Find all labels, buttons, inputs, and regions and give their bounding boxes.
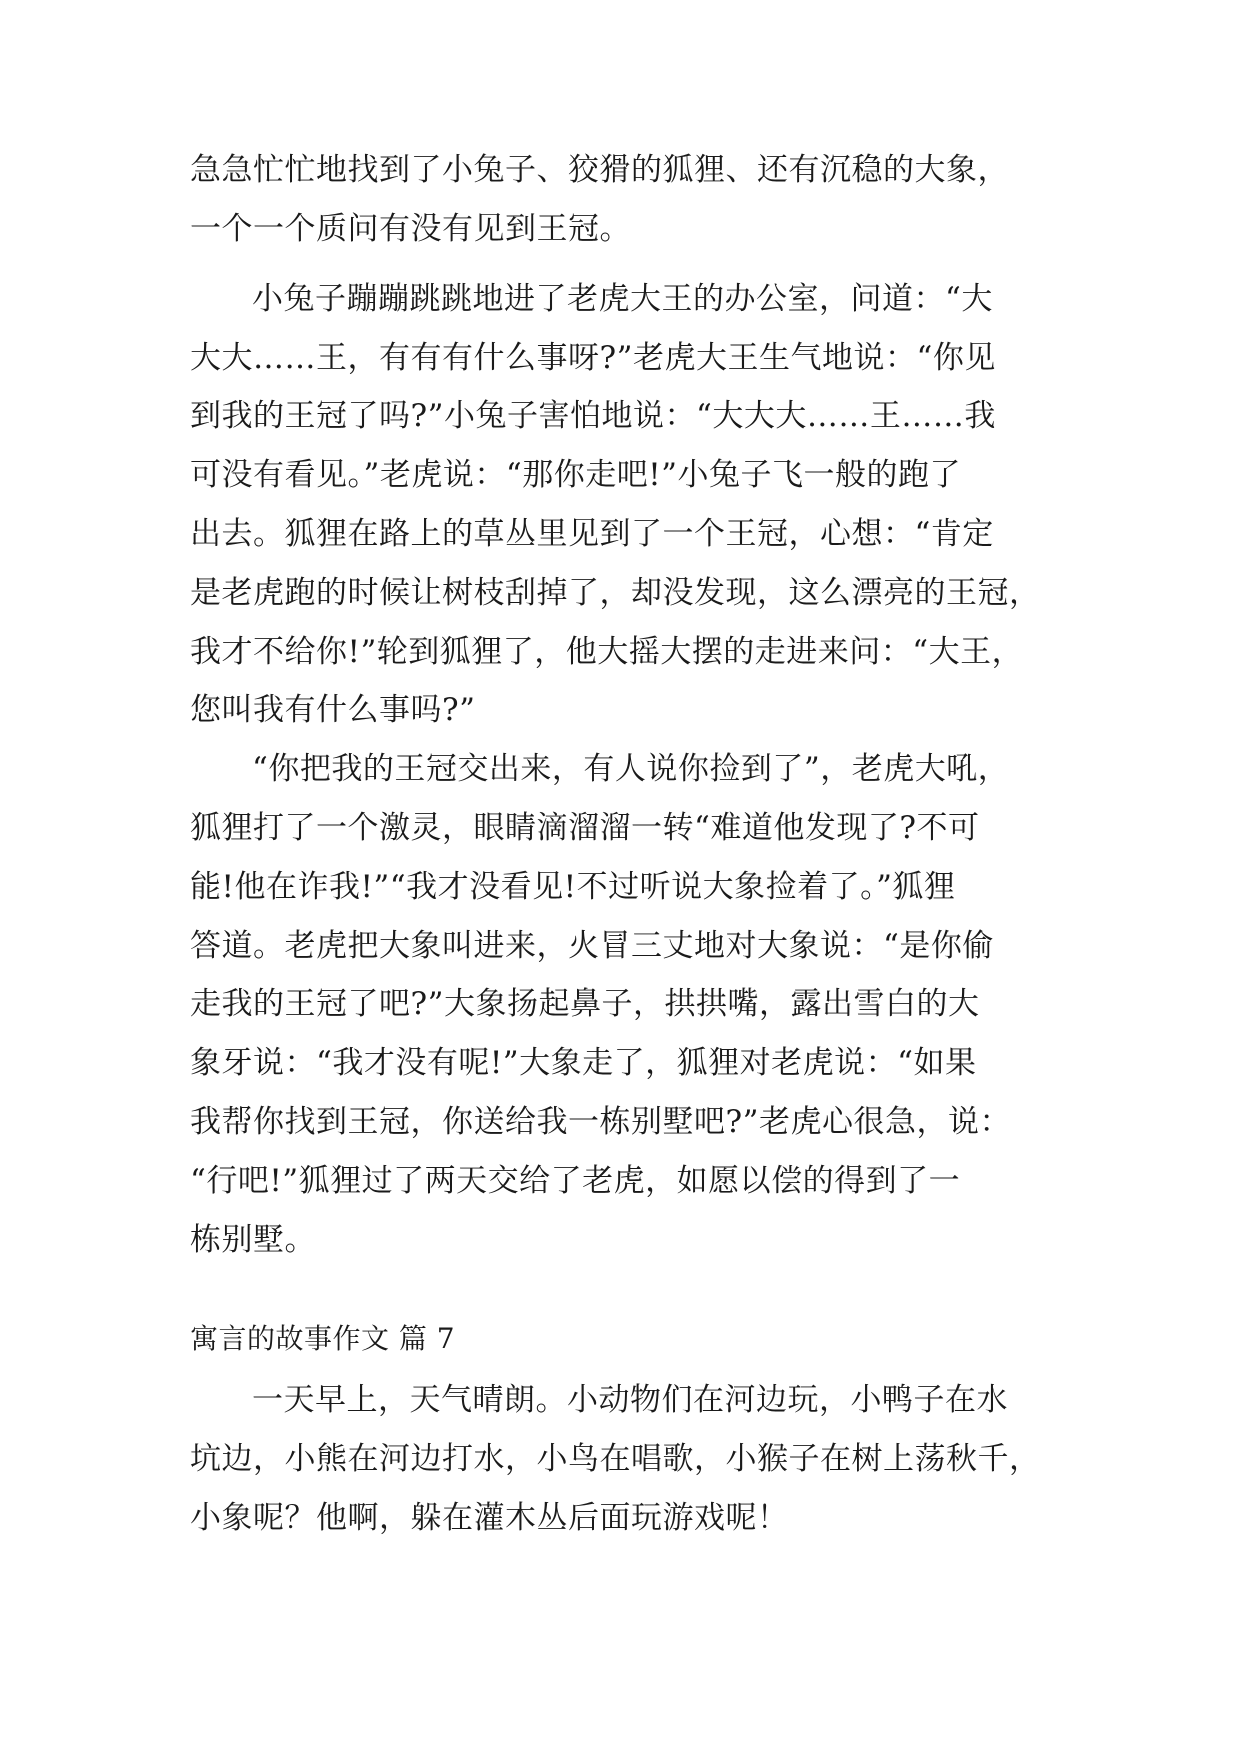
text-line: 狐狸打了一个激灵，眼睛滴溜溜一转“难道他发现了?不可 [190,810,980,846]
text-line: 大大……王，有有有什么事呀?”老虎大王生气地说：“你见 [190,340,996,376]
paragraph-start-line: “你把我的王冠交出来，有人说你捡到了”，老虎大吼， [252,751,1010,787]
text-line: 我才不给你!”轮到狐狸了，他大摇大摆的走进来问：“大王， [190,634,1024,670]
text-line: 走我的王冠了吧?”大象扬起鼻子，拱拱嘴，露出雪白的大 [190,986,980,1022]
text-line: 能!他在诈我!”“我才没看见!不过听说大象捡着了。”狐狸 [190,869,956,905]
text-line: 象牙说：“我才没有呢!”大象走了，狐狸对老虎说：“如果 [190,1045,977,1081]
section-heading: 寓言的故事作文 篇 7 [190,1322,456,1355]
text-line: 一个一个质问有没有见到王冠。 [190,211,631,247]
text-line: 可没有看见。”老虎说：“那你走吧!”小兔子飞一般的跑了 [190,457,961,493]
text-line: 栋别墅。 [190,1222,316,1258]
text-line: 急急忙忙地找到了小兔子、狡猾的狐狸、还有沉稳的大象， [190,152,1009,188]
text-line: 答道。老虎把大象叫进来，火冒三丈地对大象说：“是你偷 [190,928,994,964]
text-line: 我帮你找到王冠，你送给我一栋别墅吧?”老虎心很急，说： [190,1104,1011,1140]
text-line: 您叫我有什么事吗?” [190,692,476,728]
text-line: “行吧!”狐狸过了两天交给了老虎，如愿以偿的得到了一 [190,1163,961,1199]
paragraph-start-line: 小兔子蹦蹦跳跳地进了老虎大王的办公室，问道：“大 [252,281,993,317]
text-line: 小象呢？他啊，躲在灌木丛后面玩游戏呢！ [190,1500,789,1536]
text-line: 出去。狐狸在路上的草丛里见到了一个王冠，心想：“肯定 [190,516,994,552]
paragraph-start-line: 一天早上，天气晴朗。小动物们在河边玩，小鸭子在水 [252,1382,1008,1418]
text-line: 到我的王冠了吗?”小兔子害怕地说：“大大大……王……我 [190,398,996,434]
text-line: 是老虎跑的时候让树枝刮掉了，却没发现，这么漂亮的王冠， [190,575,1041,611]
text-line: 坑边，小熊在河边打水，小鸟在唱歌，小猴子在树上荡秋千， [190,1441,1041,1477]
